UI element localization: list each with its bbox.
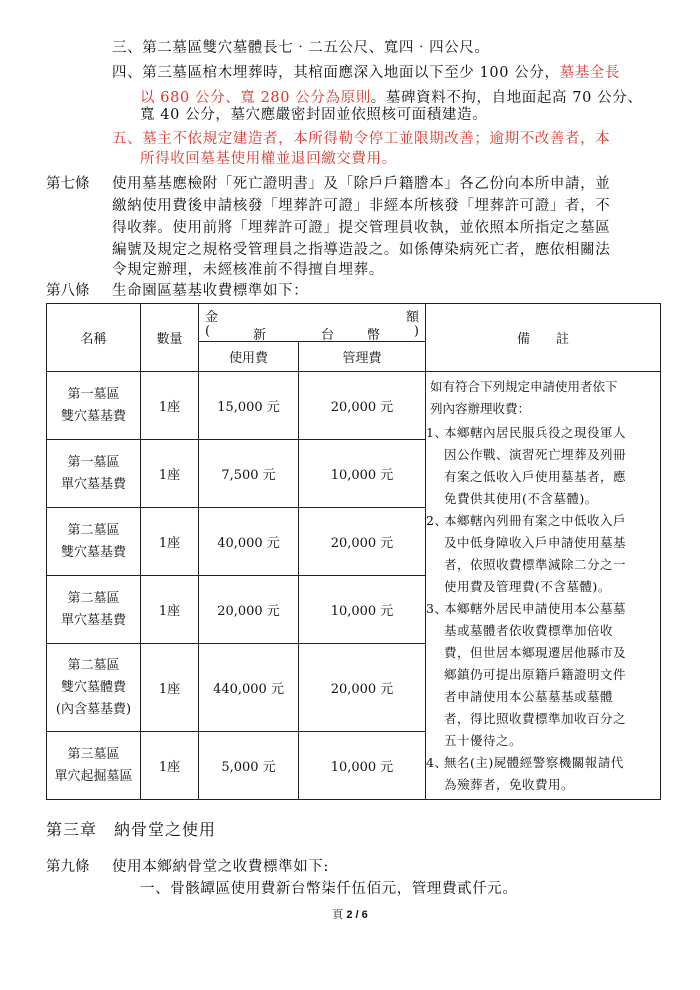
clause-3: 三、第二墓區雙穴墓體長七‧二五公尺、寬四‧四公尺。 [112, 40, 490, 56]
clause-4-line2 [140, 89, 642, 107]
table-row: 第二墓區 單穴墓基費 1座 20,000 元 10,000 元 [47, 576, 661, 644]
article-7-label: 第七條 [46, 176, 90, 192]
table-row: 第二墓區 雙穴墓基費 1座 40,000 元 20,000 元 [47, 508, 661, 576]
remarks-item-2: 2、 本鄉轄內列冊有案之中低收入戶 及中低身障收入戶申請使用墓基 者，依照收費標準減除二分之一 使用費及管理費(不含墓體)。 [426, 513, 627, 594]
clause-4-text: 四、第三墓區棺木埋葬時，其棺面應深入地面以下至少 100 公分， [112, 65, 560, 81]
page-footer [0, 906, 700, 922]
remarks-item-4: 4、 無名(主)屍體經警察機關報請代 為殮葬者，免收費用。 [426, 755, 624, 792]
page-number: 2 / 6 [346, 909, 368, 921]
table-row: 第三墓區 單穴起掘墓區 1座 5,000 元 10,000 元 [47, 732, 661, 800]
article-7-line2: 繳納使用費後申請核發「埋葬許可證」非經本所核發「埋葬許可證」者，不 [112, 198, 611, 214]
article-7-line4: 編號及規定之規格受管理員之指導造設之。如係傳染病死亡者，應依相關法 [112, 242, 611, 258]
article-8-label: 第八條 [46, 283, 90, 299]
remarks-item-3: 3、 本鄉轄外居民申請使用本公墓墓 基或墓體者依收費標準加倍收 費，但世居本鄉現遷居他縣市及 鄉鎮仍可提出原籍戶籍證明文件 者申請使用本公墓墓基或墓體 者，得比照收費標準加收百分之 五十優待之。 [426, 601, 627, 748]
article-9-text: 使用本鄉納骨堂之收費標準如下: [112, 859, 329, 875]
article-8-text: 生命園區墓基收費標準如下： [112, 283, 309, 299]
clause-4-red-2: 以 680 公分、寬 280 公分為原則 [140, 90, 371, 106]
clause-4-text-2: 。墓碑資料不拘，自地面起高 70 公分、 [370, 90, 643, 106]
clause-4-line3: 寬 40 公分，墓穴應嚴密封固並依照核可面積建造。 [140, 107, 488, 123]
header-amount: 金 額 ( 新 台 幣 ) [199, 304, 426, 342]
clause-4-line1 [112, 64, 620, 82]
article-7-line3: 得收葬。使用前將「埋葬許可證」提交管理員收執，並依照本所指定之墓區 [112, 220, 611, 236]
article-9-item-1: 一、骨骸罈區使用費新台幣柒仟伍佰元，管理費貳仟元。 [140, 881, 518, 897]
header-mgmt-fee: 管理費 [299, 342, 426, 372]
chapter-3-heading: 第三章 納骨堂之使用 [46, 820, 217, 839]
table-row: 第二墓區 雙穴墓體費 (內含墓基費) 1座 440,000 元 20,000 元 [47, 644, 661, 732]
fee-table [46, 303, 661, 800]
remarks-cell [426, 372, 661, 800]
remarks-intro-2: 列內容辦理收費： [430, 401, 531, 416]
article-7-line5: 令規定辦理，未經核准前不得擅自埋葬。 [112, 262, 384, 278]
table-row: 第一墓區 單穴墓基費 1座 7,500 元 10,000 元 [47, 440, 661, 508]
page-prefix: 頁 [332, 909, 347, 921]
header-remarks: 備 註 [426, 304, 661, 372]
clause-4-red: 墓基全長 [559, 65, 620, 81]
header-name: 名稱 [47, 304, 141, 372]
article-7-line1: 使用墓基應檢附「死亡證明書」及「除戶戶籍謄本」各乙份向本所申請，並 [112, 176, 611, 192]
article-9-label: 第九條 [46, 859, 90, 875]
clause-5-line2: 所得收回墓基使用權並退回繳交費用。 [140, 151, 397, 167]
remarks-item-1: 1、 本鄉轄內居民服兵役之現役軍人 因公作戰、演習死亡埋葬及列冊 有案之低收入戶使用墓基者，應 免費供其使用(不含墓體)。 [426, 425, 627, 506]
header-use-fee: 使用費 [199, 342, 299, 372]
header-qty: 數量 [141, 304, 199, 372]
table-row: 第一墓區 雙穴墓基費 1座 15,000 元 20,000 元 如有符合下列規定申請使用者依下 列內容辦理收費： 1、 本鄉轄內居民服兵役之現役軍人 因公作戰、演習死亡埋葬及列冊 有案之低收入戶使用墓基者，應 免費供其使用(不含墓體)。 2、 本鄉轄內列冊有案之中低收入戶 及中低身障收入戶申請使用墓基 者，依照收費標準減除二分之一 使用費及管理費(不含墓體)。 3、 本鄉轄外居民申請使用本公墓墓 基或墓體者依收費標準加倍收 費，但世居本鄉現遷居他縣市及 鄉鎮仍可提出原籍戶籍證明文件 者申請使用本公墓墓基或墓體 者，得比照收費標準加收百分之 五十優待之。 4、 無名(主)屍體經警察機關報請代 為殮葬者，免收費用。 [47, 372, 661, 440]
clause-5-line1: 五、墓主不依規定建造者，本所得勒令停工並限期改善；逾期不改善者，本 [112, 131, 611, 147]
remarks-intro-1: 如有符合下列規定申請使用者依下 [430, 379, 618, 394]
